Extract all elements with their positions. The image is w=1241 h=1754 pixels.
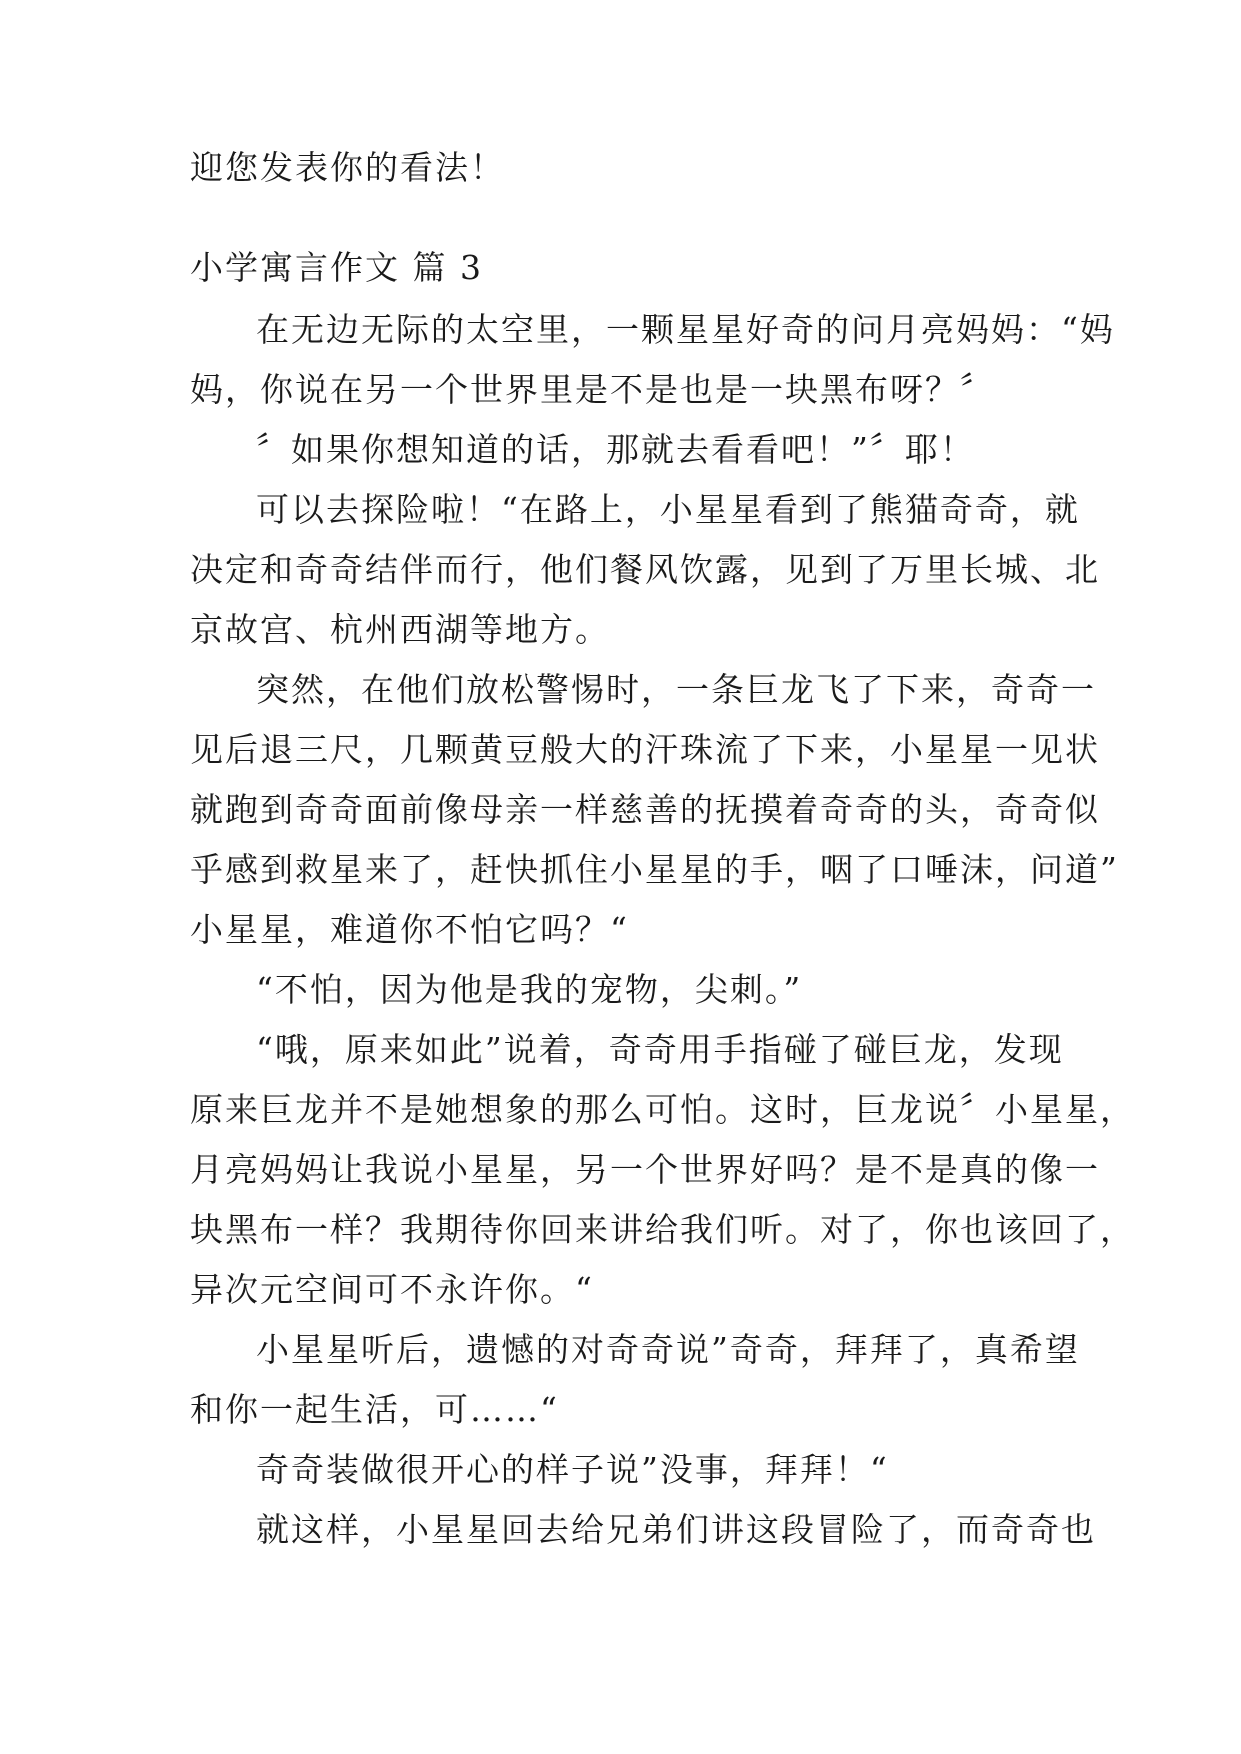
paragraph-line: 和你一起生活，可……“ xyxy=(190,1390,559,1429)
paragraph-line: 就跑到奇奇面前像母亲一样慈善的抚摸着奇奇的头，奇奇似 xyxy=(190,790,1100,829)
paragraph-line: 小星星，难道你不怕它吗？“ xyxy=(190,910,629,949)
paragraph-line: 决定和奇奇结伴而行，他们餐风饮露，见到了万里长城、北 xyxy=(190,550,1100,589)
paragraph-line: 见后退三尺，几颗黄豆般大的汗珠流了下来，小星星一见状 xyxy=(190,730,1100,769)
paragraph-line: 〞如果你想知道的话，那就去看看吧！”〞耶！ xyxy=(256,430,975,469)
paragraph-line: 乎感到救星来了，赶快抓住小星星的手，咽了口唾沫，问道” xyxy=(190,850,1119,889)
paragraph-line: 在无边无际的太空里，一颗星星好奇的问月亮妈妈：“妈 xyxy=(256,310,1115,349)
paragraph-line: 异次元空间可不永许你。“ xyxy=(190,1270,594,1309)
paragraph-line: 京故宫、杭州西湖等地方。 xyxy=(190,610,610,649)
paragraph-line: 妈，你说在另一个世界里是不是也是一块黑布呀？〞 xyxy=(190,370,995,409)
paragraph-line: 就这样，小星星回去给兄弟们讲这段冒险了，而奇奇也 xyxy=(256,1510,1096,1549)
paragraph-line: 原来巨龙并不是她想象的那么可怕。这时，巨龙说〞小星星， xyxy=(190,1090,1135,1129)
paragraph-line: “哦，原来如此”说着，奇奇用手指碰了碰巨龙，发现 xyxy=(256,1030,1064,1069)
paragraph-line: 块黑布一样？我期待你回来讲给我们听。对了，你也该回了， xyxy=(190,1210,1135,1249)
paragraph-line: 小星星听后，遗憾的对奇奇说”奇奇，拜拜了，真希望 xyxy=(256,1330,1080,1369)
closing-fragment: 迎您发表你的看法！ xyxy=(190,148,505,187)
paragraph-line: “不怕，因为他是我的宠物，尖刺。” xyxy=(256,970,803,1009)
section-title: 小学寓言作文 篇 3 xyxy=(190,248,483,287)
paragraph-line: 奇奇装做很开心的样子说”没事，拜拜！“ xyxy=(256,1450,889,1489)
paragraph-line: 可以去探险啦！“在路上，小星星看到了熊猫奇奇，就 xyxy=(256,490,1080,529)
paragraph-line: 突然，在他们放松警惕时，一条巨龙飞了下来，奇奇一 xyxy=(256,670,1096,709)
paragraph-line: 月亮妈妈让我说小星星，另一个世界好吗？是不是真的像一 xyxy=(190,1150,1100,1189)
